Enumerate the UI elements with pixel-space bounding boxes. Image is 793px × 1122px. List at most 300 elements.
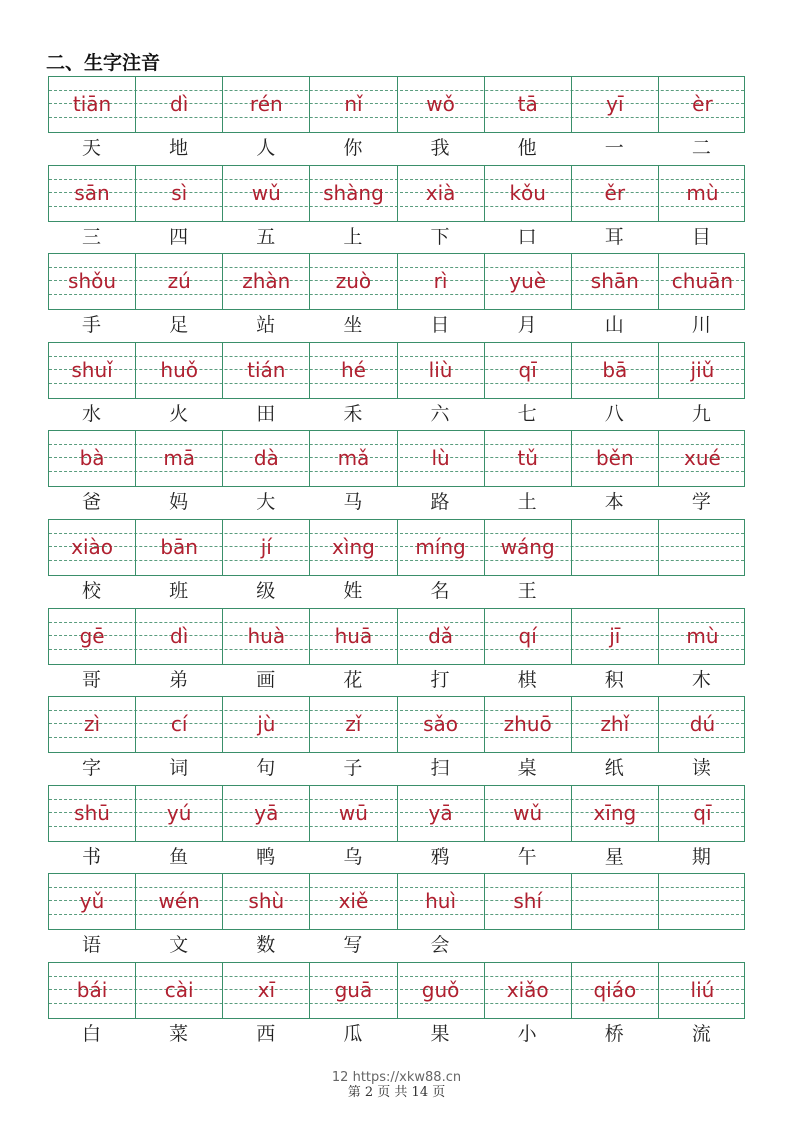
hanzi-character: 地	[169, 137, 189, 159]
pinyin-text: zú	[167, 269, 191, 294]
pinyin-cell	[572, 786, 659, 841]
pinyin-text	[572, 887, 658, 915]
pinyin-text: mù	[686, 180, 719, 205]
pinyin-text	[572, 533, 658, 561]
pinyin-cell	[659, 609, 746, 664]
hanzi-character: 乌	[343, 845, 363, 868]
pinyin-text: xīng	[593, 800, 637, 825]
pinyin-cell	[49, 874, 136, 929]
pinyin-text: huà	[247, 623, 286, 648]
hanzi-character: 九	[691, 402, 711, 425]
hanzi-character: 土	[517, 491, 537, 514]
pinyin-writing-row	[48, 873, 745, 930]
hanzi-character: 姓	[343, 580, 363, 602]
pinyin-text: zì	[84, 712, 101, 737]
pinyin-text: sì	[171, 180, 188, 205]
pinyin-text	[659, 887, 746, 915]
hanzi-character: 流	[691, 1023, 711, 1045]
pinyin-text: mù	[686, 623, 719, 648]
pinyin-text: huì	[425, 889, 457, 914]
pinyin-cell	[572, 343, 659, 398]
pinyin-cell	[485, 963, 572, 1018]
character-row	[48, 753, 745, 784]
pinyin-block-11	[48, 962, 745, 1050]
character-row	[48, 665, 745, 696]
pinyin-cell	[310, 166, 397, 221]
pinyin-text: xìng	[332, 535, 375, 559]
pinyin-cell	[310, 963, 397, 1018]
pinyin-text: shān	[590, 269, 639, 294]
pinyin-text: bà	[79, 446, 105, 471]
hanzi-character: 口	[517, 225, 537, 248]
hanzi-character	[484, 930, 571, 961]
hanzi-character: 马	[343, 491, 363, 514]
pinyin-cell	[49, 254, 136, 309]
pinyin-cell	[310, 874, 397, 929]
hanzi-character: 站	[256, 314, 276, 337]
pinyin-cell	[136, 874, 223, 929]
pinyin-text: guā	[334, 978, 373, 1002]
pinyin-text: nǐ	[344, 92, 363, 116]
pinyin-cell	[398, 697, 485, 752]
hanzi-character: 山	[604, 314, 624, 337]
hanzi-character	[571, 930, 658, 961]
hanzi-character: 西	[256, 1023, 276, 1045]
pinyin-text: zuò	[335, 269, 372, 294]
pinyin-block-2	[48, 165, 745, 253]
hanzi-character: 棋	[517, 668, 537, 691]
pinyin-cell	[398, 874, 485, 929]
pinyin-block-5	[48, 430, 745, 518]
pinyin-text: cài	[164, 978, 194, 1002]
pinyin-cell	[136, 254, 223, 309]
hanzi-character: 他	[517, 137, 537, 159]
hanzi-character: 足	[169, 314, 189, 337]
pinyin-text: sǎo	[423, 712, 459, 737]
pinyin-cell	[49, 786, 136, 841]
hanzi-character: 桥	[604, 1023, 624, 1045]
hanzi-character: 哥	[82, 668, 102, 691]
hanzi-character: 下	[430, 225, 450, 248]
pinyin-text: xià	[425, 180, 456, 205]
pinyin-text: wǔ	[513, 800, 543, 825]
hanzi-character: 大	[256, 491, 276, 514]
character-row	[48, 222, 745, 253]
pinyin-text: qí	[518, 623, 537, 648]
hanzi-character: 星	[604, 845, 624, 868]
pinyin-block-1	[48, 76, 745, 164]
hanzi-character: 你	[343, 137, 363, 159]
pinyin-cell	[310, 431, 397, 486]
pinyin-cell	[659, 963, 746, 1018]
hanzi-character: 语	[82, 934, 102, 957]
hanzi-character: 弟	[169, 668, 189, 691]
pinyin-cell	[136, 963, 223, 1018]
pinyin-cell	[485, 254, 572, 309]
pinyin-text: wǒ	[426, 92, 455, 116]
pinyin-text: wǔ	[251, 180, 281, 205]
pinyin-text: běn	[595, 446, 634, 471]
pinyin-writing-row	[48, 165, 745, 222]
hanzi-character: 白	[82, 1023, 102, 1045]
pinyin-writing-row	[48, 608, 745, 665]
pinyin-cell	[310, 609, 397, 664]
pinyin-text: tiān	[72, 92, 112, 116]
pinyin-cell	[223, 609, 310, 664]
pinyin-text: shàng	[323, 180, 384, 205]
pinyin-cell	[398, 77, 485, 132]
pinyin-cell	[223, 520, 310, 575]
hanzi-character: 坐	[343, 314, 363, 337]
pinyin-cell	[223, 343, 310, 398]
hanzi-character: 水	[82, 402, 102, 425]
hanzi-character: 花	[343, 668, 363, 691]
pinyin-text: shū	[74, 800, 110, 825]
pinyin-cell	[659, 166, 746, 221]
pinyin-cell	[310, 77, 397, 132]
pinyin-text: xiǎo	[506, 978, 549, 1002]
pinyin-cell	[310, 254, 397, 309]
pinyin-writing-row	[48, 342, 745, 399]
pinyin-block-3	[48, 253, 745, 341]
pinyin-cell	[223, 77, 310, 132]
pinyin-text: yī	[606, 92, 624, 116]
hanzi-character: 学	[691, 491, 711, 514]
pinyin-cell	[398, 609, 485, 664]
hanzi-character: 积	[604, 668, 624, 691]
pinyin-cell	[659, 520, 746, 575]
pinyin-cell	[485, 431, 572, 486]
pinyin-text: dǎ	[428, 623, 454, 648]
pinyin-text: cí	[170, 712, 188, 737]
hanzi-character: 王	[517, 580, 537, 602]
pinyin-cell	[659, 786, 746, 841]
pinyin-text: shù	[248, 889, 285, 914]
hanzi-character: 川	[691, 314, 711, 337]
pinyin-text: wén	[158, 889, 200, 914]
pinyin-text: xiě	[338, 889, 369, 914]
pinyin-text: bái	[76, 978, 108, 1002]
pinyin-writing-row	[48, 785, 745, 842]
character-row	[48, 487, 745, 518]
hanzi-character: 书	[82, 845, 102, 868]
pinyin-cell	[49, 431, 136, 486]
pinyin-cell	[572, 77, 659, 132]
character-row	[48, 576, 745, 607]
pinyin-text: yuè	[509, 269, 547, 294]
pinyin-text: guǒ	[421, 978, 460, 1002]
pinyin-cell	[136, 786, 223, 841]
pinyin-text: míng	[415, 535, 466, 559]
pinyin-text	[659, 533, 746, 561]
hanzi-character: 八	[604, 402, 624, 425]
pinyin-text: bā	[602, 357, 628, 382]
character-row	[48, 842, 745, 873]
hanzi-character	[658, 930, 745, 961]
pinyin-cell	[49, 609, 136, 664]
pinyin-text: zhǐ	[600, 712, 630, 737]
pinyin-text: zhuō	[503, 712, 552, 737]
hanzi-character: 果	[430, 1023, 450, 1045]
pinyin-cell	[49, 697, 136, 752]
pinyin-block-10	[48, 873, 745, 961]
hanzi-character: 禾	[343, 402, 363, 425]
hanzi-character: 词	[169, 757, 189, 780]
pinyin-text: liú	[690, 978, 715, 1002]
hanzi-character: 上	[343, 225, 363, 248]
pinyin-cell	[223, 697, 310, 752]
pinyin-text: mǎ	[337, 446, 370, 471]
pinyin-text: tián	[247, 357, 286, 382]
hanzi-character: 本	[604, 491, 624, 514]
pinyin-block-9	[48, 785, 745, 873]
pinyin-text: xī	[257, 978, 276, 1002]
hanzi-character: 鱼	[169, 845, 189, 868]
pinyin-cell	[659, 697, 746, 752]
hanzi-character: 三	[82, 225, 102, 248]
hanzi-character: 火	[169, 402, 189, 425]
pinyin-cell	[572, 609, 659, 664]
hanzi-character: 鸭	[256, 845, 276, 868]
pinyin-writing-row	[48, 696, 745, 753]
pinyin-text: xiào	[71, 535, 113, 559]
pinyin-text: qiáo	[593, 978, 637, 1002]
hanzi-character: 手	[82, 314, 102, 337]
pinyin-cell	[223, 254, 310, 309]
pinyin-writing-row	[48, 519, 745, 576]
hanzi-character: 字	[82, 757, 102, 780]
hanzi-character: 一	[604, 137, 624, 159]
hanzi-character: 打	[430, 668, 450, 691]
pinyin-cell	[485, 166, 572, 221]
hanzi-character: 小	[517, 1023, 537, 1045]
hanzi-character: 鸦	[430, 845, 450, 868]
hanzi-character: 名	[430, 580, 450, 602]
pinyin-cell	[659, 874, 746, 929]
pinyin-cell	[572, 697, 659, 752]
pinyin-text: dú	[689, 712, 716, 737]
hanzi-character: 午	[517, 845, 537, 868]
hanzi-character: 子	[343, 757, 363, 780]
pinyin-cell	[485, 786, 572, 841]
character-row	[48, 1019, 745, 1050]
pinyin-text: chuān	[671, 269, 734, 294]
pinyin-cell	[310, 697, 397, 752]
hanzi-character: 路	[430, 491, 450, 514]
pinyin-text: jī	[609, 623, 621, 648]
pinyin-cell	[49, 166, 136, 221]
pinyin-text: sān	[74, 180, 110, 205]
hanzi-character: 桌	[517, 757, 537, 780]
pinyin-text: rì	[433, 269, 448, 294]
hanzi-character: 爸	[82, 491, 102, 514]
pinyin-cell	[485, 697, 572, 752]
hanzi-character: 目	[691, 225, 711, 248]
pinyin-cell	[572, 963, 659, 1018]
hanzi-character: 耳	[604, 225, 624, 248]
pinyin-cell	[136, 166, 223, 221]
pinyin-text: yā	[428, 800, 453, 825]
pinyin-writing-row	[48, 962, 745, 1019]
pinyin-text: liù	[428, 357, 453, 382]
pinyin-cell	[572, 431, 659, 486]
pinyin-text: qī	[693, 800, 712, 825]
pinyin-block-6	[48, 519, 745, 607]
pinyin-text: jù	[257, 712, 276, 737]
pinyin-cell	[223, 963, 310, 1018]
hanzi-character: 日	[430, 314, 450, 337]
pinyin-text: èr	[692, 92, 713, 116]
pinyin-text: hé	[340, 357, 366, 382]
character-row	[48, 310, 745, 341]
hanzi-character: 会	[430, 934, 450, 957]
pinyin-cell	[398, 254, 485, 309]
pinyin-cell	[49, 520, 136, 575]
pinyin-cell	[398, 431, 485, 486]
pinyin-text: yú	[166, 800, 192, 825]
pinyin-cell	[398, 963, 485, 1018]
pinyin-cell	[49, 963, 136, 1018]
pinyin-cell	[398, 786, 485, 841]
hanzi-character: 六	[430, 402, 450, 425]
pinyin-cell	[485, 874, 572, 929]
pinyin-text: xué	[684, 446, 721, 471]
footer-url: 12 https://xkw88.cn	[331, 1070, 462, 1085]
pinyin-block-8	[48, 696, 745, 784]
hanzi-character: 我	[430, 137, 450, 159]
hanzi-character: 画	[256, 668, 276, 691]
hanzi-character	[571, 576, 658, 607]
hanzi-character: 妈	[169, 491, 189, 514]
pinyin-text: shí	[513, 889, 543, 914]
pinyin-text: zǐ	[345, 712, 362, 737]
hanzi-character: 七	[517, 402, 537, 425]
pinyin-text: dì	[170, 623, 189, 648]
hanzi-character: 五	[256, 225, 276, 248]
hanzi-character: 瓜	[343, 1023, 363, 1045]
pinyin-text: dà	[253, 446, 279, 471]
pinyin-cell	[136, 77, 223, 132]
pinyin-cell	[398, 166, 485, 221]
pinyin-cell	[223, 786, 310, 841]
hanzi-character: 班	[169, 580, 189, 602]
hanzi-character: 校	[82, 580, 102, 602]
pinyin-cell	[398, 343, 485, 398]
pinyin-cell	[572, 254, 659, 309]
pinyin-cell	[572, 166, 659, 221]
pinyin-cell	[310, 786, 397, 841]
pinyin-cell	[223, 431, 310, 486]
pinyin-cell	[49, 77, 136, 132]
hanzi-character: 田	[256, 402, 276, 425]
pinyin-cell	[136, 343, 223, 398]
character-row	[48, 930, 745, 961]
pinyin-cell	[659, 254, 746, 309]
pinyin-block-7	[48, 608, 745, 696]
pinyin-text: yǔ	[79, 889, 105, 914]
pinyin-cell	[136, 697, 223, 752]
hanzi-character: 期	[691, 845, 711, 868]
pinyin-text: tǔ	[517, 446, 538, 471]
pinyin-text: shǒu	[68, 269, 117, 294]
hanzi-character: 四	[169, 225, 189, 248]
pinyin-text: ěr	[604, 180, 626, 205]
pinyin-cell	[49, 343, 136, 398]
pinyin-cell	[223, 166, 310, 221]
pinyin-cell	[659, 431, 746, 486]
pinyin-cell	[659, 77, 746, 132]
pinyin-text: rén	[249, 92, 283, 116]
pinyin-cell	[136, 609, 223, 664]
pinyin-text: huā	[334, 623, 373, 648]
pinyin-cell	[223, 874, 310, 929]
pinyin-text: jiǔ	[690, 357, 715, 382]
pinyin-text: huǒ	[160, 357, 198, 382]
hanzi-character: 月	[517, 314, 537, 337]
pinyin-text: dì	[170, 92, 189, 116]
hanzi-character	[658, 576, 745, 607]
pinyin-cell	[136, 520, 223, 575]
pinyin-cell	[485, 520, 572, 575]
pinyin-text: tā	[517, 92, 538, 116]
hanzi-character: 天	[82, 137, 102, 159]
hanzi-character: 人	[256, 137, 276, 159]
pinyin-text: zhàn	[242, 269, 291, 294]
pinyin-text: wáng	[500, 535, 555, 559]
pinyin-text: qī	[518, 357, 537, 382]
hanzi-character: 读	[691, 757, 711, 780]
character-row	[48, 399, 745, 430]
pinyin-block-4	[48, 342, 745, 430]
pinyin-cell	[310, 343, 397, 398]
pinyin-text: mā	[163, 446, 196, 471]
pinyin-writing-row	[48, 253, 745, 310]
pinyin-text: jí	[260, 535, 272, 559]
pinyin-cell	[310, 520, 397, 575]
hanzi-character: 扫	[430, 757, 450, 780]
character-row	[48, 133, 745, 164]
pinyin-text: gē	[79, 623, 105, 648]
footer-page-number: 第 2 页 共 14 页	[347, 1085, 446, 1100]
pinyin-cell	[485, 609, 572, 664]
hanzi-character: 数	[256, 934, 276, 957]
section-title: 二、生字注音	[46, 52, 161, 74]
pinyin-cell	[659, 343, 746, 398]
pinyin-text: wū	[338, 800, 368, 825]
pinyin-text: bān	[160, 535, 198, 559]
hanzi-character: 级	[256, 580, 276, 602]
pinyin-writing-row	[48, 430, 745, 487]
pinyin-cell	[485, 343, 572, 398]
pinyin-cell	[398, 520, 485, 575]
pinyin-text: lù	[431, 446, 450, 471]
pinyin-text: kǒu	[509, 180, 546, 205]
hanzi-character: 纸	[604, 757, 624, 780]
pinyin-cell	[136, 431, 223, 486]
pinyin-cell	[572, 874, 659, 929]
pinyin-writing-row	[48, 76, 745, 133]
hanzi-character: 菜	[169, 1023, 189, 1045]
pinyin-cell	[485, 77, 572, 132]
pinyin-text: shuǐ	[71, 357, 113, 382]
pinyin-cell	[572, 520, 659, 575]
hanzi-character: 句	[256, 757, 276, 780]
hanzi-character: 木	[691, 668, 711, 691]
pinyin-text: yā	[254, 800, 279, 825]
hanzi-character: 写	[343, 934, 363, 957]
hanzi-character: 二	[691, 137, 711, 159]
hanzi-character: 文	[169, 934, 189, 957]
